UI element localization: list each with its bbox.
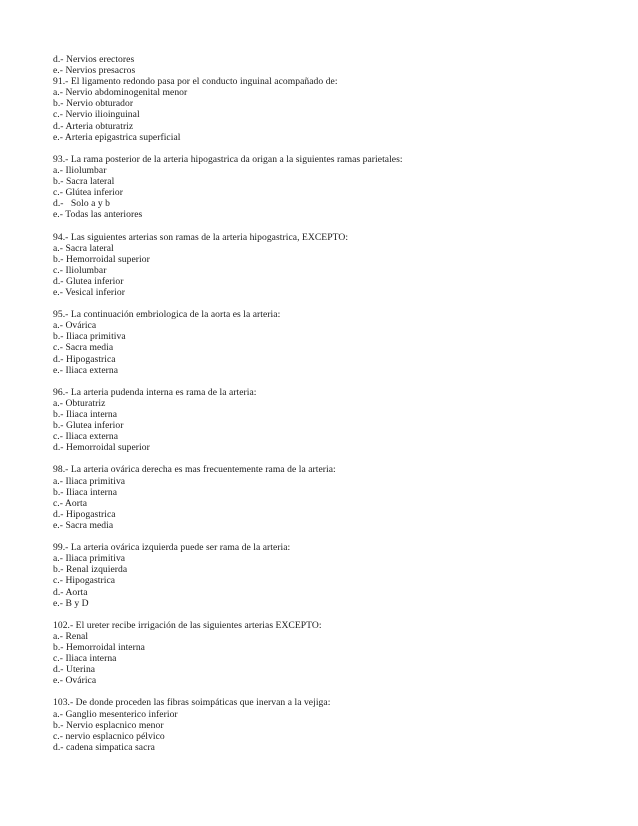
option-line: d.- Aorta bbox=[53, 586, 88, 598]
option-line: c.- Nervio ilioinguinal bbox=[53, 109, 140, 121]
option-line: a.- Ganglio mesenterico inferior bbox=[53, 708, 178, 720]
question-text: 96.- La arteria pudenda interna es rama de la arteria: bbox=[53, 386, 257, 398]
question-text: 95.- La continuación embriologica de la aorta es la arteria: bbox=[53, 309, 281, 321]
option-line: a.- Sacra lateral bbox=[53, 242, 114, 254]
question-block bbox=[53, 542, 613, 609]
question-text: 103.- De donde proceden las fibras soimpáticas que inervan a la vejiga: bbox=[53, 697, 331, 709]
option-line: e.- Sacra media bbox=[53, 519, 114, 531]
option-line: b.- Iliaca interna bbox=[53, 486, 118, 498]
option-line: c.- Iliaca interna bbox=[53, 653, 117, 665]
option-line: c.- Sacra media bbox=[53, 342, 114, 354]
option-line: e.- B y D bbox=[53, 597, 89, 609]
document-page bbox=[53, 54, 613, 753]
option-line: b.- Sacra lateral bbox=[53, 176, 115, 188]
option-line: a.- Nervio abdominogenital menor bbox=[53, 87, 188, 99]
question-block bbox=[53, 464, 613, 531]
option-line: d.- Arteria obturatriz bbox=[53, 120, 134, 132]
option-line: c.- Aorta bbox=[53, 497, 88, 509]
option-line: d.- Hipogastrica bbox=[53, 353, 116, 365]
option-line: d.- cadena simpatica sacra bbox=[53, 741, 155, 753]
option-line: c.- Hipogastrica bbox=[53, 575, 116, 587]
option-line: b.- Iliaca primitiva bbox=[53, 331, 126, 343]
question-text: 99.- La arteria ovárica izquierda puede ser rama de la arteria: bbox=[53, 542, 291, 554]
option-line: d.- Nervios erectores bbox=[53, 54, 135, 65]
option-line: d.- Solo a y b bbox=[53, 198, 111, 210]
question-block bbox=[53, 620, 613, 687]
option-line: a.- Renal bbox=[53, 630, 89, 642]
option-line: e.- Ovárica bbox=[53, 675, 97, 687]
option-line: a.- Obturatriz bbox=[53, 397, 106, 409]
question-block bbox=[53, 54, 613, 143]
option-line: e.- Vesical inferior bbox=[53, 286, 125, 298]
question-block bbox=[53, 154, 613, 221]
option-line: c.- nervio esplacnico pélvico bbox=[53, 730, 165, 742]
option-line: b.- Nervio obturador bbox=[53, 98, 134, 110]
option-line: e.- Nervios presacros bbox=[53, 65, 136, 77]
option-line: e.- Todas las anteriores bbox=[53, 209, 143, 221]
option-line: b.- Iliaca interna bbox=[53, 409, 118, 420]
option-line: c.- Iliolumbar bbox=[53, 264, 107, 276]
question-block bbox=[53, 387, 613, 454]
option-line: a.- Iliolumbar bbox=[53, 164, 107, 176]
option-line: a.- Ovárica bbox=[53, 320, 97, 332]
option-line: b.- Glutea inferior bbox=[53, 420, 124, 432]
option-line: d.- Hemorroidal superior bbox=[53, 442, 150, 454]
question-block bbox=[53, 232, 613, 299]
option-line: b.- Hemorroidal superior bbox=[53, 253, 150, 265]
option-line: c.- Iliaca externa bbox=[53, 431, 119, 443]
question-text: 93.- La rama posterior de la arteria hipogastrica da origan a la siguientes ramas parietales: bbox=[53, 153, 403, 165]
question-block bbox=[53, 309, 613, 376]
option-line: e.- Iliaca externa bbox=[53, 364, 119, 376]
option-line: d.- Glutea inferior bbox=[53, 275, 124, 287]
question-text: 102.- El ureter recibe irrigación de las siguientes arterias EXCEPTO: bbox=[53, 619, 322, 631]
option-line: a.- Iliaca primitiva bbox=[53, 475, 126, 487]
option-line: c.- Glútea inferior bbox=[53, 187, 123, 199]
option-line: b.- Renal izquierda bbox=[53, 564, 128, 576]
question-text: 91.- El ligamento redondo pasa por el conducto inguinal acompañado de: bbox=[53, 76, 338, 88]
option-line: b.- Hemorroidal interna bbox=[53, 641, 145, 653]
option-line: a.- Iliaca primitiva bbox=[53, 553, 126, 565]
option-line: b.- Nervio esplacnico menor bbox=[53, 719, 164, 731]
option-line: d.- Uterina bbox=[53, 664, 96, 676]
question-block bbox=[53, 697, 613, 752]
question-text: 94.- Las siguientes arterias son ramas de la arteria hipogastrica, EXCEPTO: bbox=[53, 231, 349, 243]
option-line: e.- Arteria epigastrica superficial bbox=[53, 131, 181, 143]
question-text: 98.- La arteria ovárica derecha es mas frecuentemente rama de la arteria: bbox=[53, 464, 336, 476]
option-line: d.- Hipogastrica bbox=[53, 508, 116, 520]
